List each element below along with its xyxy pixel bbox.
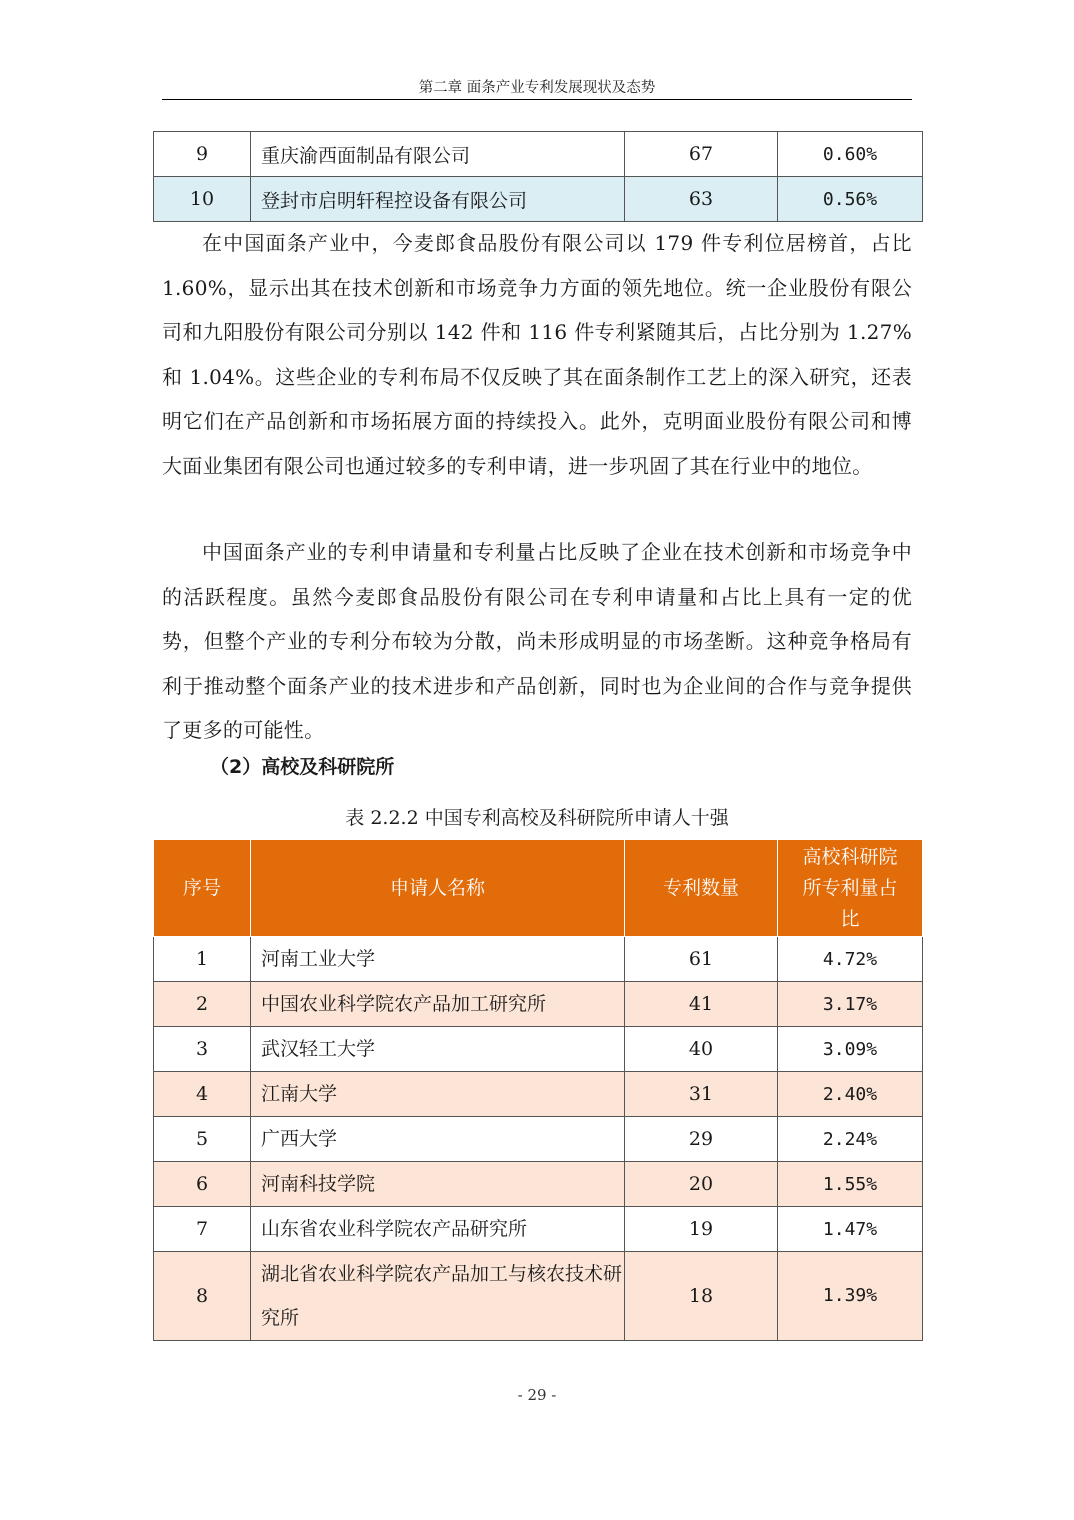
header-share: 高校科研院所专利量占比 (778, 840, 923, 937)
header-patent-count: 专利数量 (625, 840, 778, 937)
rank-cell: 3 (154, 1027, 251, 1072)
header-rank: 序号 (154, 840, 251, 937)
share-cell: 0.60% (778, 132, 923, 177)
share-cell: 1.39% (778, 1252, 923, 1341)
applicant-name-cell: 武汉轻工大学 (251, 1027, 625, 1072)
table-caption: 表 2.2.2 中国专利高校及科研院所申请人十强 (345, 807, 729, 829)
applicant-name-cell: 湖北省农业科学院农产品加工与核农技术研究所 (251, 1252, 625, 1341)
rank-cell: 7 (154, 1207, 251, 1252)
university-institute-table (153, 839, 923, 1341)
running-header: 第二章 面条产业专利发展现状及态势 (418, 80, 656, 96)
patent-count-cell: 63 (625, 177, 778, 222)
table-row (154, 132, 923, 177)
share-cell: 4.72% (778, 937, 923, 982)
table-row (154, 1162, 923, 1207)
table-header-row (154, 840, 923, 937)
applicant-name-cell: 登封市启明轩程控设备有限公司 (251, 177, 625, 222)
table-row (154, 1027, 923, 1072)
header-applicant-name: 申请人名称 (251, 840, 625, 937)
section-subheading: （2）高校及科研院所 (210, 756, 395, 778)
table-row (154, 177, 923, 222)
patent-count-cell: 67 (625, 132, 778, 177)
patent-count-cell: 41 (625, 982, 778, 1027)
table-row (154, 982, 923, 1027)
patent-count-cell: 61 (625, 937, 778, 982)
page-number: - 29 - (517, 1386, 557, 1404)
share-cell: 2.40% (778, 1072, 923, 1117)
rank-cell: 4 (154, 1072, 251, 1117)
header-rule (162, 99, 912, 100)
share-cell: 0.56% (778, 177, 923, 222)
rank-cell: 5 (154, 1117, 251, 1162)
patent-count-cell: 29 (625, 1117, 778, 1162)
applicant-name-cell: 河南科技学院 (251, 1162, 625, 1207)
table-row (154, 1252, 923, 1341)
applicant-name-cell: 河南工业大学 (251, 937, 625, 982)
share-cell: 2.24% (778, 1117, 923, 1162)
rank-cell: 9 (154, 132, 251, 177)
rank-cell: 8 (154, 1252, 251, 1341)
rank-cell: 6 (154, 1162, 251, 1207)
patent-count-cell: 18 (625, 1252, 778, 1341)
patent-count-cell: 20 (625, 1162, 778, 1207)
table-row (154, 1207, 923, 1252)
applicant-name-cell: 中国农业科学院农产品加工研究所 (251, 982, 625, 1027)
patent-count-cell: 31 (625, 1072, 778, 1117)
rank-cell: 10 (154, 177, 251, 222)
table-row (154, 1072, 923, 1117)
continued-enterprise-table (153, 131, 923, 222)
patent-count-cell: 40 (625, 1027, 778, 1072)
applicant-name-cell: 江南大学 (251, 1072, 625, 1117)
table-row (154, 1117, 923, 1162)
share-cell: 3.17% (778, 982, 923, 1027)
share-cell: 1.47% (778, 1207, 923, 1252)
rank-cell: 2 (154, 982, 251, 1027)
applicant-name-cell: 重庆渝西面制品有限公司 (251, 132, 625, 177)
body-paragraph: 在中国面条产业中，今麦郎食品股份有限公司以 179 件专利位居榜首，占比 1.60%，显示出其在技术创新和市场竞争力方面的领先地位。统一企业股份有限公司和九阳股份有限公司分别以 142 件和 116 件专利紧随其后，占比分别为 1.27%和 1.04%。这些企业的专利布局不仅反映了其在面条制作工艺上的深入研究，还表明它们在产品创新和市场拓展方面的持续投入。此外，克明面业股份有限公司和博大面业集团有限公司也通过较多的专利申请，进一步巩固了其在行业中的地位。 (162, 231, 912, 478)
patent-count-cell: 19 (625, 1207, 778, 1252)
table-row (154, 937, 923, 982)
share-cell: 1.55% (778, 1162, 923, 1207)
body-paragraph: 中国面条产业的专利申请量和专利量占比反映了企业在技术创新和市场竞争中的活跃程度。虽然今麦郎食品股份有限公司在专利申请量和占比上具有一定的优势，但整个产业的专利分布较为分散，尚未形成明显的市场垄断。这种竞争格局有利于推动整个面条产业的技术进步和产品创新，同时也为企业间的合作与竞争提供了更多的可能性。 (162, 540, 912, 742)
applicant-name-cell: 广西大学 (251, 1117, 625, 1162)
share-cell: 3.09% (778, 1027, 923, 1072)
applicant-name-cell: 山东省农业科学院农产品研究所 (251, 1207, 625, 1252)
rank-cell: 1 (154, 937, 251, 982)
